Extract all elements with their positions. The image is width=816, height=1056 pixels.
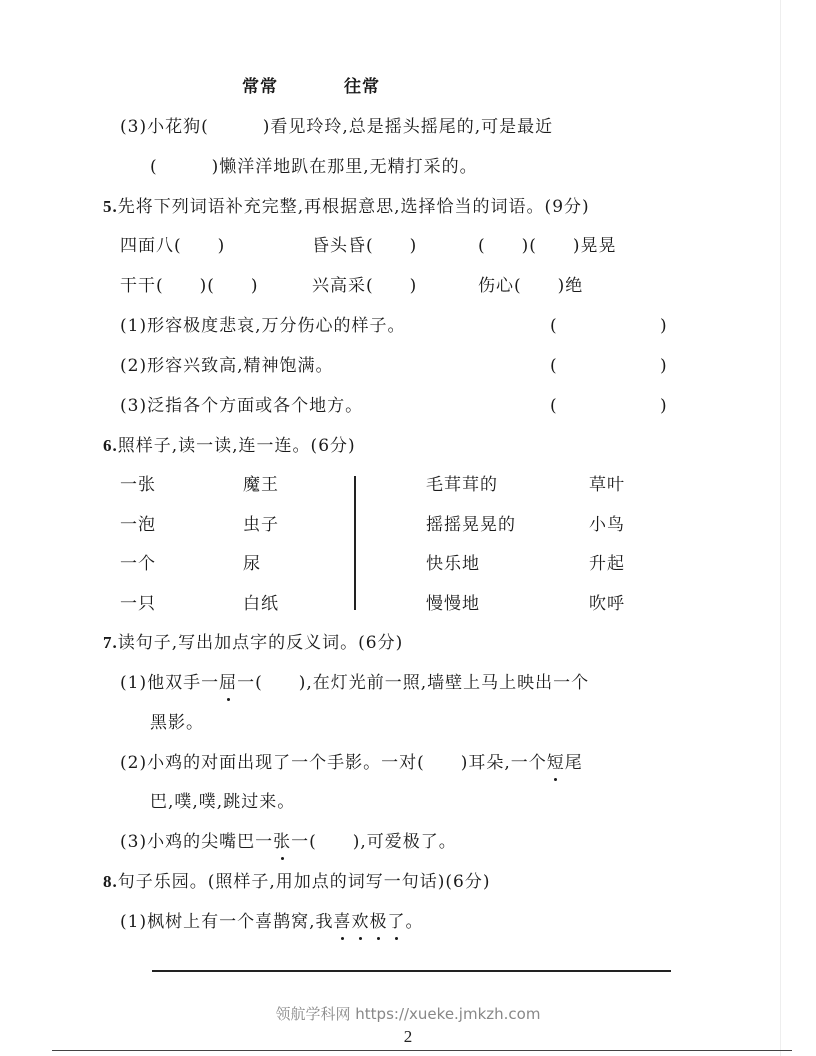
q6-left-noun-2: 虫子: [243, 515, 279, 535]
q6-column-divider: [354, 476, 356, 610]
q5-item1-text: (1)形容极度悲哀,万分伤心的样子。: [120, 316, 406, 336]
q6-left-measure-4: 一只: [120, 594, 156, 614]
q8-s1-dotted-1: 喜: [333, 912, 352, 932]
q5-item3-text: (3)泛指各个方面或各个地方。: [120, 396, 364, 416]
q8-s1-post: 。: [405, 912, 424, 932]
q6-title: 照样子,读一读,连一连。(6分): [117, 436, 356, 456]
q5-number: 5.: [103, 197, 118, 216]
q7-sentence1-line2: 黑影。: [150, 713, 204, 733]
q4-item3-line2: ( )懒洋洋地趴在那里,无精打采的。: [150, 157, 478, 177]
q7-sentence1-line1: [120, 672, 589, 694]
q8-s1-dotted-2: 欢: [351, 912, 370, 932]
page-edge: [780, 0, 781, 1056]
q8-title: 句子乐园。(照样子,用加点的词写一句话)(6分): [117, 872, 491, 892]
q7-number: 7.: [103, 633, 118, 652]
q6-left-measure-3: 一个: [120, 554, 156, 574]
q8-s1-dotted-3: 极: [369, 912, 388, 932]
q8-heading: [103, 871, 491, 893]
q7-s2-dotted-char: 短: [546, 753, 565, 773]
q5-row2-word2: 兴高采( ): [312, 276, 418, 296]
q8-s1-pre: (1)枫树上有一个喜鹊窝,我: [120, 912, 334, 932]
q5-item2-open: (: [550, 356, 558, 376]
q8-s1-dotted-4: 了: [387, 912, 406, 932]
q7-s2-post: 尾: [564, 753, 583, 773]
q6-right-modifier-2: 摇摇晃晃的: [426, 515, 516, 535]
q4-item3-line1: (3)小花狗( )看见玲玲,总是摇头摇尾的,可是最近: [120, 117, 554, 137]
q6-left-measure-1: 一张: [120, 475, 156, 495]
q5-row2-word1: 干干( )( ): [120, 276, 259, 296]
q6-right-word-2: 小鸟: [589, 515, 625, 535]
q5-title: 先将下列词语补充完整,再根据意思,选择恰当的词语。(9分): [117, 197, 590, 217]
q6-right-modifier-3: 快乐地: [426, 554, 480, 574]
word-changchang: 常常: [242, 77, 278, 97]
q7-s3-post: 一( ),可爱极了。: [291, 832, 457, 852]
q5-row1-word3: ( )( )晃晃: [478, 236, 617, 256]
q6-left-noun-3: 尿: [243, 554, 261, 574]
q7-s3-pre: (3)小鸡的尖嘴巴一: [120, 832, 274, 852]
q6-right-word-4: 吹呼: [589, 594, 625, 614]
q7-sentence2-line1: [120, 752, 583, 774]
q7-sentence3: [120, 831, 457, 853]
q5-row1-word2: 昏头昏( ): [312, 236, 418, 256]
q7-s1-post: 一( ),在灯光前一照,墙壁上马上映出一个: [237, 673, 590, 693]
q6-left-measure-2: 一泡: [120, 515, 156, 535]
bottom-rule: [52, 1050, 792, 1051]
q5-item3-close: ): [660, 396, 668, 416]
q7-s1-dotted-char: 屈: [219, 673, 238, 693]
q6-right-modifier-4: 慢慢地: [426, 594, 480, 614]
q7-heading: [103, 632, 403, 654]
page-number: 2: [403, 1027, 413, 1046]
q7-sentence2-line2: 巴,噗,噗,跳过来。: [150, 792, 296, 812]
q6-number: 6.: [103, 436, 118, 455]
q7-s2-pre: (2)小鸡的对面出现了一个手影。一对( )耳朵,一个: [120, 753, 547, 773]
footer-rule: [152, 970, 671, 972]
q6-left-noun-1: 魔王: [243, 475, 279, 495]
q6-right-word-3: 升起: [589, 554, 625, 574]
q6-heading: [103, 435, 356, 457]
q5-item1-open: (: [550, 316, 558, 336]
watermark-text: 领航学科网 https://xueke.jmkzh.com: [275, 1005, 541, 1023]
q6-right-modifier-1: 毛茸茸的: [426, 475, 498, 495]
q8-sentence1: [120, 911, 423, 933]
q7-s1-pre: (1)他双手一: [120, 673, 220, 693]
q8-number: 8.: [103, 872, 118, 891]
q5-item2-text: (2)形容兴致高,精神饱满。: [120, 356, 334, 376]
q5-row1-word1: 四面八( ): [120, 236, 226, 256]
q6-right-word-1: 草叶: [589, 475, 625, 495]
word-wangchang: 往常: [344, 77, 380, 97]
q6-left-noun-4: 白纸: [243, 594, 279, 614]
q7-title: 读句子,写出加点字的反义词。(6分): [117, 633, 404, 653]
q7-s3-dotted-char: 张: [273, 832, 292, 852]
q5-item2-close: ): [660, 356, 668, 376]
q5-item3-open: (: [550, 396, 558, 416]
q5-row2-word3: 伤心( )绝: [478, 276, 584, 296]
q5-heading: [103, 196, 590, 218]
q5-item1-close: ): [660, 316, 668, 336]
